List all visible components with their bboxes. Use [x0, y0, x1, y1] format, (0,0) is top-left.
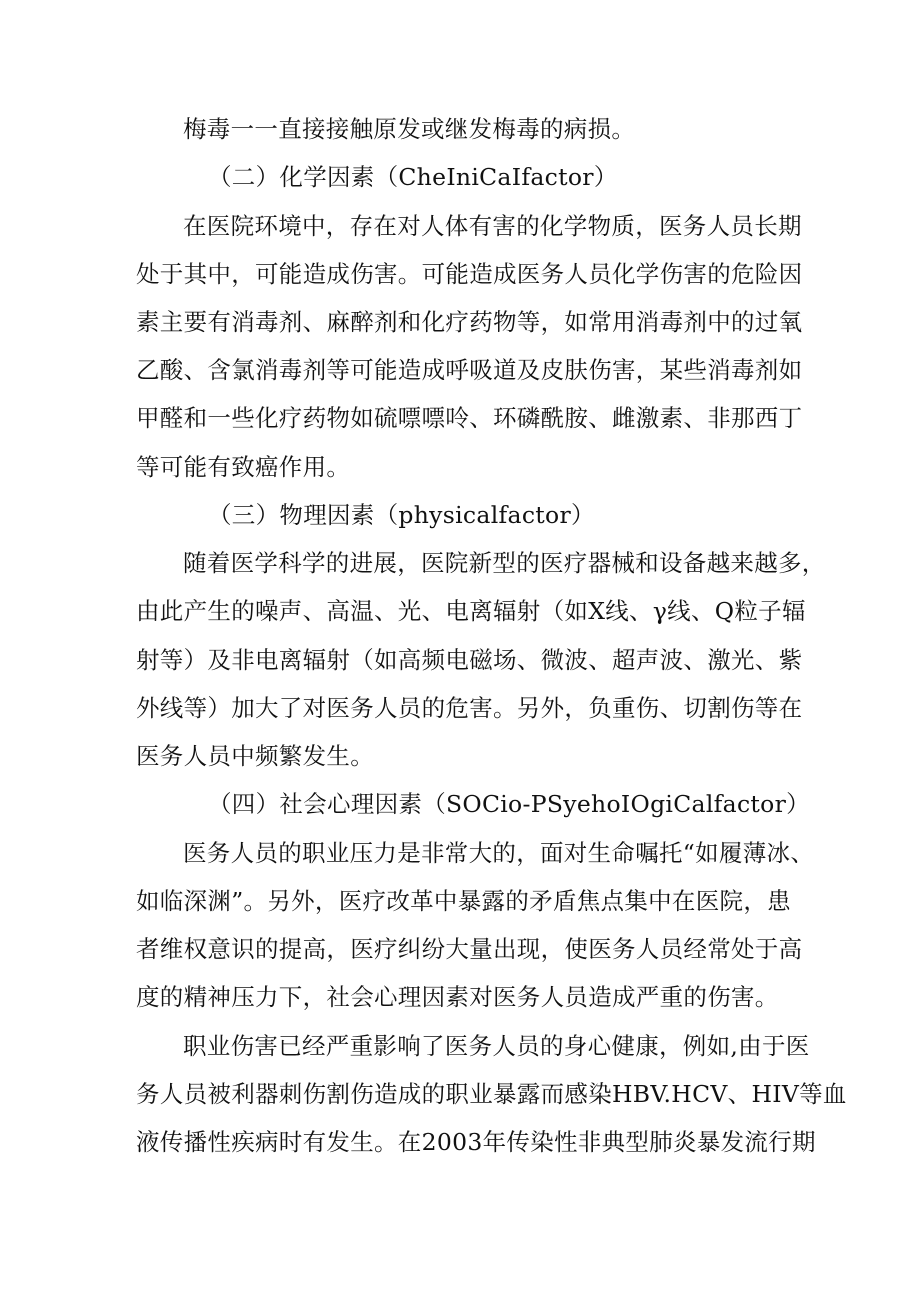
paragraph-line: 者维权意识的提高，医疗纠纷大量出现，使医务人员经常处于高 — [136, 935, 803, 963]
paragraph-line: 医务人员的职业压力是非常大的，面对生命嘱托“如履薄冰、 — [183, 839, 815, 867]
paragraph-line: 甲醛和一些化疗药物如硫嘌嘌呤、环磷酰胺、雌激素、非那西丁 — [136, 404, 803, 432]
section-heading-psychosocial: （四）社会心理因素（SOCio-PSyehoIOgiCalfactor） — [208, 790, 810, 818]
paragraph-line: 射等）及非电离辐射（如高频电磁场、微波、超声波、激光、紫 — [136, 646, 803, 674]
paragraph-line: 液传播性疾病时有发生。在2003年传染性非典型肺炎暴发流行期 — [136, 1128, 816, 1156]
paragraph-line: 梅毒一一直接接触原发或继发梅毒的病损。 — [183, 115, 636, 143]
paragraph-line: 在医院环境中，存在对人体有害的化学物质，医务人员长期 — [183, 212, 802, 240]
paragraph-line: 等可能有致癌作用。 — [136, 453, 351, 481]
paragraph-line: 外线等）加大了对医务人员的危害。另外，负重伤、切割伤等在 — [136, 694, 803, 722]
paragraph-line: 处于其中，可能造成伤害。可能造成医务人员化学伤害的危险因 — [136, 260, 803, 288]
paragraph-line: 度的精神压力下，社会心理因素对医务人员造成严重的伤害。 — [136, 983, 779, 1011]
paragraph-line: 素主要有消毒剂、麻醉剂和化疗药物等，如常用消毒剂中的过氧 — [136, 308, 803, 336]
paragraph-line: 由此产生的噪声、高温、光、电离辐射（如X线、γ线、Q粒子辐 — [136, 597, 806, 625]
section-heading-physical: （三）物理因素（physicalfactor） — [208, 501, 595, 529]
paragraph-line: 医务人员中频繁发生。 — [136, 742, 374, 770]
section-heading-chemical: （二）化学因素（CheIniCaIfactor） — [208, 163, 618, 191]
paragraph-line: 务人员被利器刺伤割伤造成的职业暴露而感染HBV.HCV、HIV等血 — [136, 1080, 847, 1108]
paragraph-line: 乙酸、含氯消毒剂等可能造成呼吸道及皮肤伤害，某些消毒剂如 — [136, 356, 803, 384]
paragraph-line: 职业伤害已经严重影响了医务人员的身心健康，例如,由于医 — [183, 1032, 810, 1060]
paragraph-line: 如临深渊”。另外，医疗改革中暴露的矛盾焦点集中在医院，患 — [136, 887, 791, 915]
paragraph-line: 随着医学科学的进展，医院新型的医疗器械和设备越来越多， — [183, 549, 826, 577]
